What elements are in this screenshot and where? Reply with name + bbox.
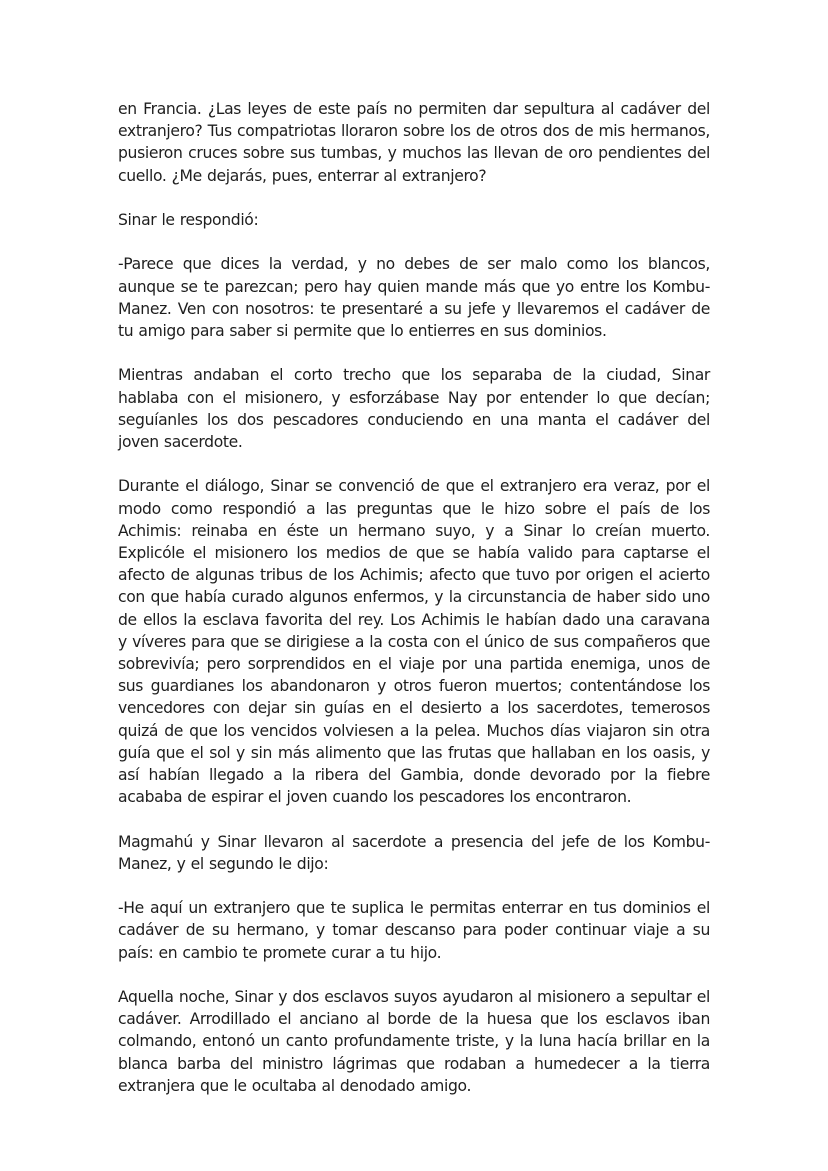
paragraph-5: Durante el diálogo, Sinar se convenció de que el extranjero era veraz, por el modo como respondió a las preguntas que le hizo sobre el país de los Achimis: reinaba en éste un hermano suyo, y a Sinar lo creían muerto. Explicóle el misionero los medios de que se había valido para captarse el afecto de algunas tribus de los Achimis; afecto que tuvo por origen el acierto con que había curado algunos enfermos, y la circunstancia de haber sido uno de ellos la esclava favorita del rey. Los Achimis le habían dado una caravana y víveres para que se dirigiese a la costa con el único de sus compañeros que sobrevivía; pero sorprendidos en el viaje por una partida enemiga, unos de sus guardianes los abandonaron y otros fueron muertos; contentándose los vencedores con dejar sin guías en el desierto a los sacerdotes, temerosos quizá de que los vencidos volviesen a la pelea. Muchos días viajaron sin otra guía que el sol y sin más alimento que las frutas que hallaban en los oasis, y así habían llegado a la ribera del Gambia, donde devorado por la fiebre acababa de espirar el joven cuando los pescadores los encontraron. — [118, 477, 710, 807]
paragraph-8: Aquella noche, Sinar y dos esclavos suyos ayudaron al misionero a sepultar el cadáver. Arrodillado el anciano al borde de la huesa que los esclavos iban colmando, entonó un canto profundamente triste, y la luna hacía brillar en la blanca barba del ministro lágrimas que rodaban a humedecer a la tierra extranjera que le ocultaba al denodado amigo. — [118, 988, 710, 1095]
paragraph-3: -Parece que dices la verdad, y no debes de ser malo como los blancos, aunque se te parezcan; pero hay quien mande más que yo entre los Kombu-Manez. Ven con nosotros: te presentaré a su jefe y llevaremos el cadáver de tu amigo para saber si permite que lo entierres en sus dominios. — [118, 255, 710, 340]
paragraph-2: Sinar le respondió: — [118, 211, 259, 229]
document-page — [118, 98, 710, 1119]
paragraph-7: -He aquí un extranjero que te suplica le permitas enterrar en tus dominios el cadáver de su hermano, y tomar descanso para poder continuar viaje a su país: en cambio te promete curar a tu hijo. — [118, 899, 710, 962]
paragraph-4: Mientras andaban el corto trecho que los separaba de la ciudad, Sinar hablaba con el misionero, y esforzábase Nay por entender lo que decían; seguíanles los dos pescadores conduciendo en una manta el cadáver del joven sacerdote. — [118, 366, 710, 451]
paragraph-1: en Francia. ¿Las leyes de este país no permiten dar sepultura al cadáver del extranjero? Tus compatriotas lloraron sobre los de otros dos de mis hermanos, pusieron cruces sobre sus tumbas, y muchos las llevan de oro pendientes del cuello. ¿Me dejarás, pues, enterrar al extranjero? — [118, 100, 710, 185]
paragraph-6: Magmahú y Sinar llevaron al sacerdote a presencia del jefe de los Kombu-Manez, y el segundo le dijo: — [118, 832, 710, 873]
